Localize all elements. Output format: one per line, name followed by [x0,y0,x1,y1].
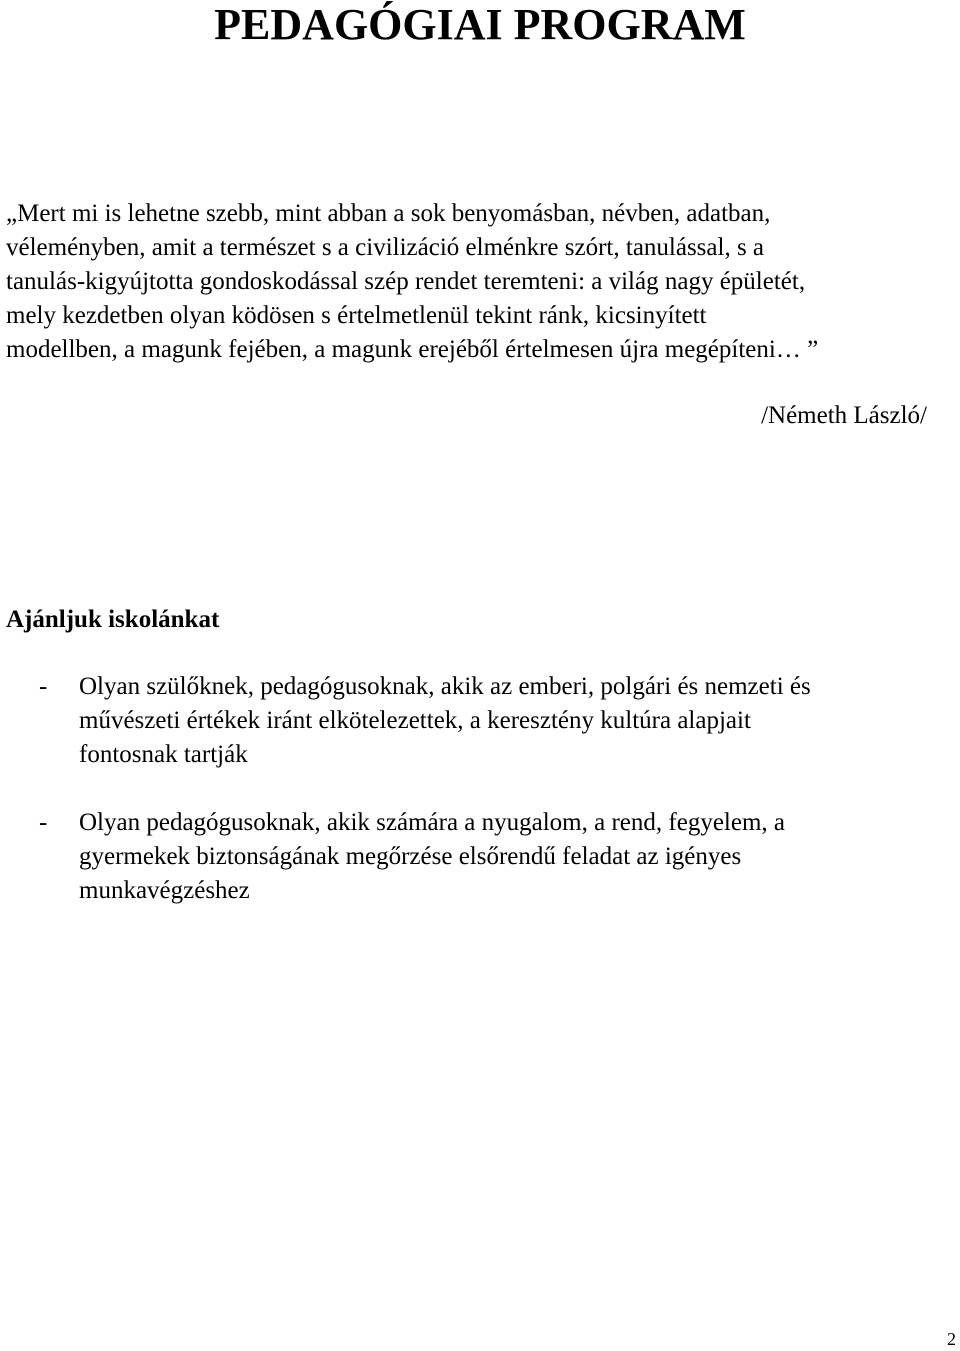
quote-line: mely kezdetben olyan ködösen s értelmetlenül tekint ránk, kicsinyített [6,302,707,329]
bullet-dash: - [39,809,48,836]
quote-line: modellben, a magunk fejében, a magunk erejéből értelmesen újra megépíteni… ” [6,336,819,363]
list-item-line: fontosnak tartják [79,741,248,768]
page-title: PEDAGÓGIAI PROGRAM [214,0,746,49]
quote-attribution: /Németh László/ [761,402,927,429]
list-item [0,806,960,908]
list-item-line: gyermekek biztonságának megőrzése elsőrendű feladat az igényes [79,843,742,870]
bullet-dash: - [39,673,48,700]
quote-line: „Mert mi is lehetne szebb, mint abban a sok benyomásban, névben, adatban, [6,200,771,227]
list-item [0,670,960,772]
quote-line: véleményben, amit a természet s a civilizáció elménkre szórt, tanulással, s a [6,234,765,261]
quote-line: tanulás-kigyújtotta gondoskodással szép rendet teremteni: a világ nagy épületét, [6,268,806,295]
page-number: 2 [947,1329,956,1349]
list-item-text [79,670,960,772]
list-item-line: művészeti értékek iránt elkötelezettek, a keresztény kultúra alapjait [79,707,751,734]
section-heading: Ajánljuk iskolánkat [6,606,220,633]
list-item-line: munkavégzéshez [79,877,250,904]
list-item-line: Olyan pedagógusoknak, akik számára a nyugalom, a rend, fegyelem, a [79,809,785,836]
recommendation-list [0,670,960,942]
list-item-line: Olyan szülőknek, pedagógusoknak, akik az emberi, polgári és nemzeti és [79,673,811,700]
quote-block [6,197,956,367]
list-item-text [79,806,960,908]
